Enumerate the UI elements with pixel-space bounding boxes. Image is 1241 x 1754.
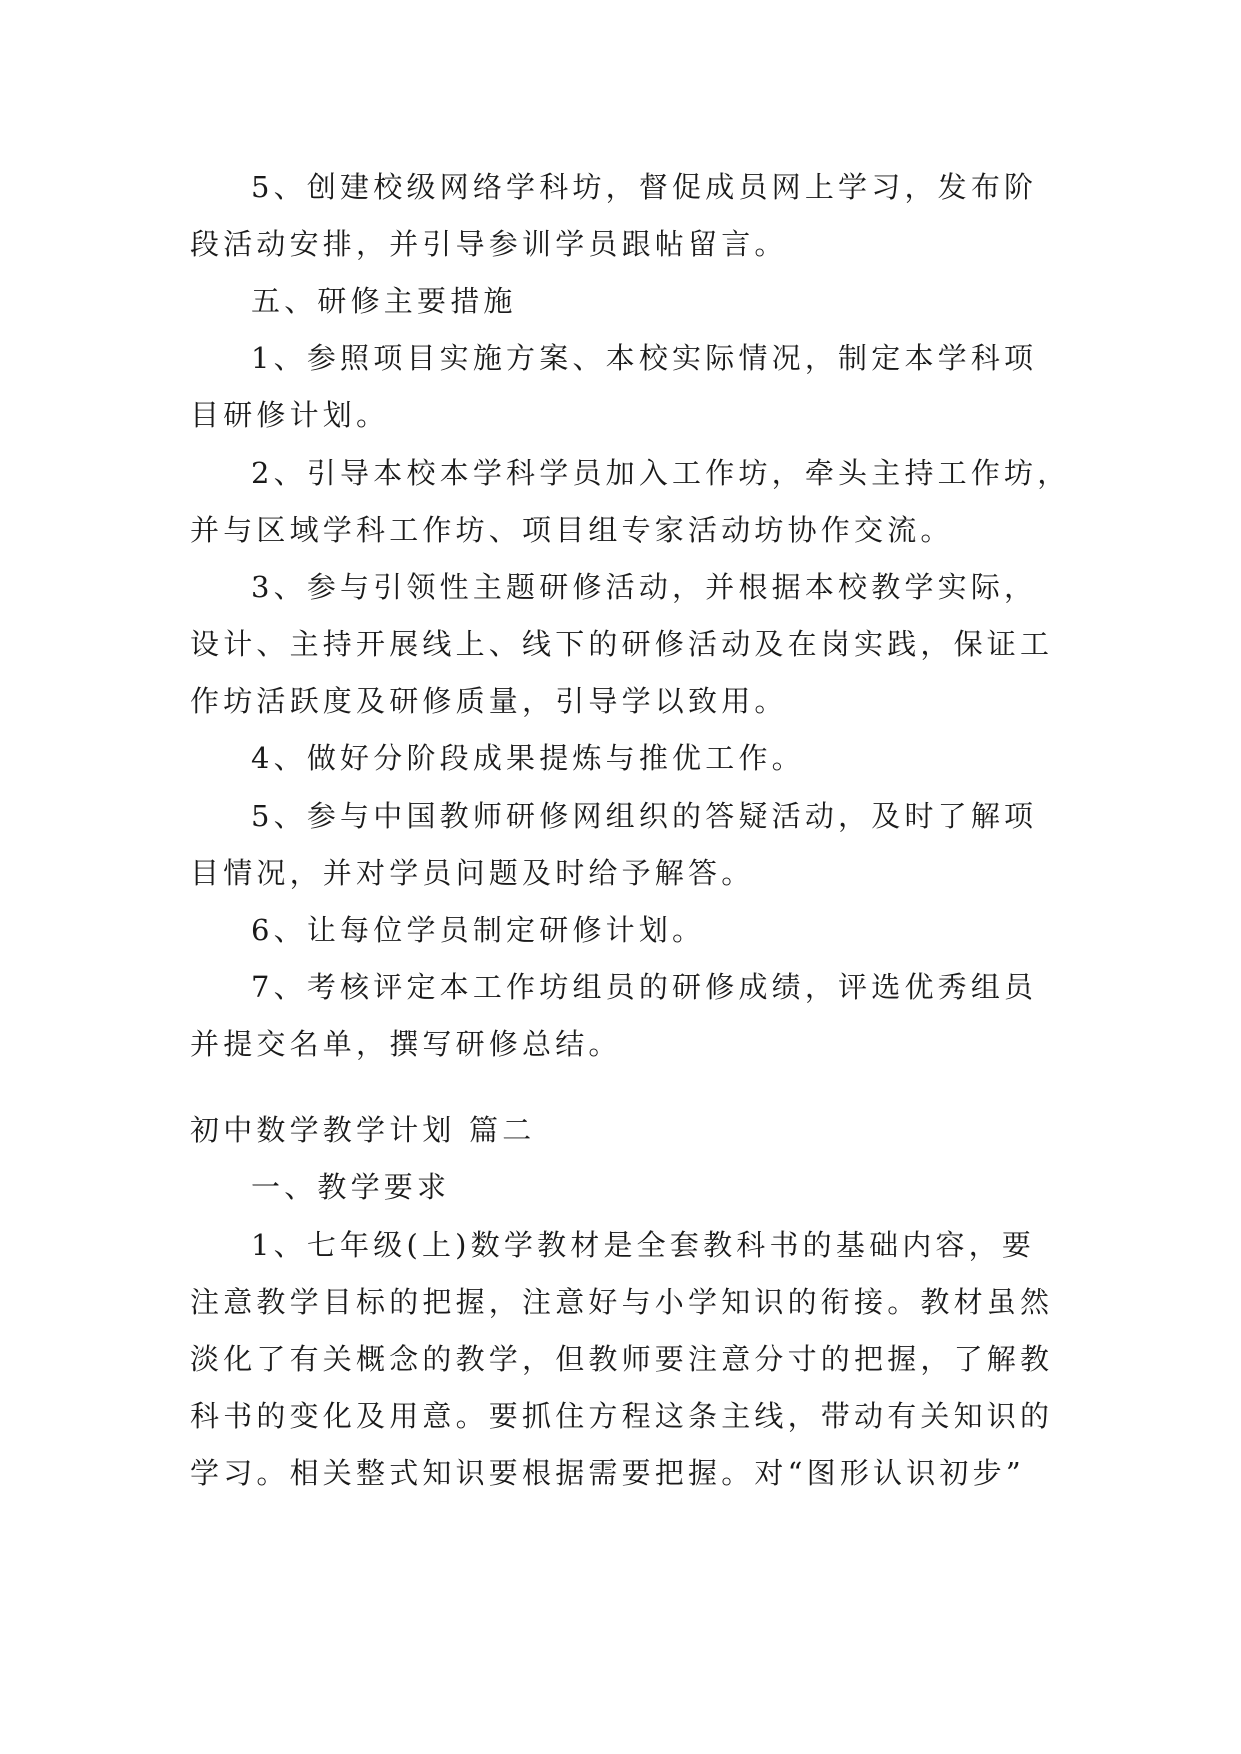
paragraph-line: 3、参与引领性主题研修活动，并根据本校教学实际， <box>251 570 1038 604</box>
paragraph-line: 段活动安排，并引导参训学员跟帖留言。 <box>190 227 788 261</box>
paragraph-line: 5、参与中国教师研修网组织的答疑活动，及时了解项 <box>251 799 1038 833</box>
paragraph-line: 2、引导本校本学科学员加入工作坊，牵头主持工作坊， <box>251 456 1071 490</box>
paragraph-line: 作坊活跃度及研修质量，引导学以致用。 <box>190 684 788 718</box>
paragraph-line: 并提交名单，撰写研修总结。 <box>190 1027 622 1061</box>
paragraph-line: 目研修计划。 <box>190 398 390 432</box>
document-title: 初中数学教学计划 篇二 <box>190 1113 536 1147</box>
paragraph-line: 学习。相关整式知识要根据需要把握。对“图形认识初步” <box>190 1456 1025 1490</box>
paragraph-line: 设计、主持开展线上、线下的研修活动及在岗实践，保证工 <box>190 627 1054 661</box>
paragraph-line: 6、让每位学员制定研修计划。 <box>251 913 706 947</box>
section-heading: 五、研修主要措施 <box>251 284 517 318</box>
paragraph-line: 1、参照项目实施方案、本校实际情况，制定本学科项 <box>251 341 1038 375</box>
section-heading: 一、教学要求 <box>251 1170 451 1204</box>
paragraph-line: 7、考核评定本工作坊组员的研修成绩，评选优秀组员 <box>251 970 1038 1004</box>
paragraph-line: 注意教学目标的把握，注意好与小学知识的衔接。教材虽然 <box>190 1285 1054 1319</box>
paragraph-line: 目情况，并对学员问题及时给予解答。 <box>190 856 755 890</box>
paragraph-line: 并与区域学科工作坊、项目组专家活动坊协作交流。 <box>190 513 954 547</box>
paragraph-line: 1、七年级(上)数学教材是全套教科书的基础内容，要 <box>251 1228 1036 1262</box>
paragraph-line: 4、做好分阶段成果提炼与推优工作。 <box>251 741 805 775</box>
paragraph-line: 淡化了有关概念的教学，但教师要注意分寸的把握，了解教 <box>190 1342 1054 1376</box>
paragraph-line: 5、创建校级网络学科坊，督促成员网上学习，发布阶 <box>251 170 1038 204</box>
paragraph-line: 科书的变化及用意。要抓住方程这条主线，带动有关知识的 <box>190 1399 1054 1433</box>
